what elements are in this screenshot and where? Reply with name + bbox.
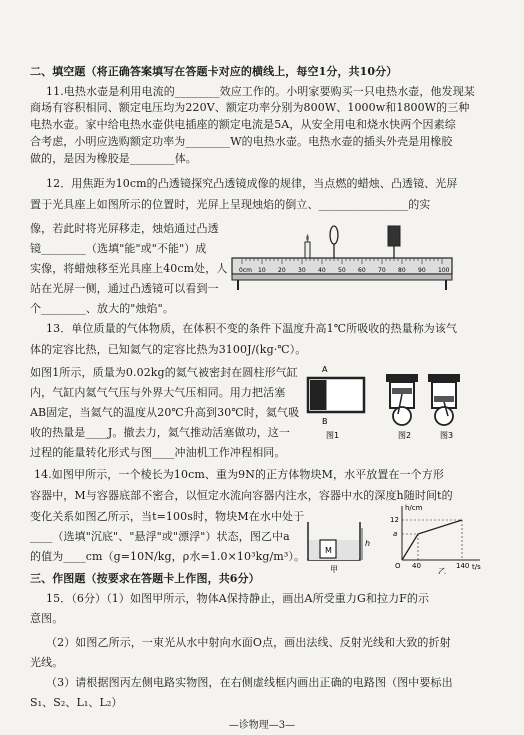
piston-ab (310, 380, 326, 410)
q11-line-1: 11.电热水壶是利用电流的________效应工作的。小明家要购买一只电热水壶，他发现某 (46, 85, 475, 98)
block-m-label: M (325, 546, 332, 555)
q13-line-5: AB固定，当氦气的温度从20℃升高到30℃时，氦气吸 (30, 406, 300, 419)
caption-jia: 甲 (330, 565, 338, 574)
q13-line-3: 如图1所示，质量为0.02kg的氦气被密封在圆柱形气缸 (30, 366, 298, 379)
convex-lens (330, 226, 338, 244)
q14-line-1: 14.如图甲所示，一个棱长为10cm、重为9N的正方体物块M，水平放置在一个方形 (34, 468, 444, 481)
q13-line-6: 收的热量是____J。撤去力，氦气推动活塞做功，这一 (30, 426, 291, 439)
q15-line-5: （3）请根据图丙左侧电路实物图，在右侧虚线框内画出正确的电路图（图中要标出 (46, 676, 453, 689)
graph-tick-40: 40 (412, 562, 421, 570)
engine-figures (298, 360, 478, 442)
flame-icon (306, 234, 309, 242)
engine-3-crank (435, 407, 453, 425)
section-fill-title: 二、填空题（将正确答案填写在答题卡对应的横线上，每空1分，共10分） (30, 65, 398, 78)
bench-tick-label: 50 (338, 267, 346, 274)
page-footer: —诊物理—3— (228, 720, 296, 731)
q13-line-7: 过程的能量转化形式与图____冲油机工作冲程相同。 (30, 446, 286, 459)
q12-line-1: 12．用焦距为10cm的凸透镜探究凸透镜成像的规律，当点燃的蜡烛、凸透镜、光屏 (46, 177, 458, 190)
graph-tick-140: 140 (456, 562, 470, 570)
bench-tick-label: 70 (378, 267, 386, 274)
bench-tick-label: 10 (258, 267, 266, 274)
q13-line-2: 体的定容比热，已知氦气的定容比热为3100J/(kg·℃）。 (30, 343, 307, 356)
q15-line-6: S₁、S₂、L₁、L₂） (30, 696, 123, 709)
engine-2-crank (393, 407, 411, 425)
label-b: B (322, 417, 328, 426)
caption-yi: 乙 (438, 567, 446, 574)
fig1-caption: 图1 (326, 431, 340, 440)
q14-line-3: 变化关系如图乙所示，当t=100s时，物块M在水中处于 (30, 510, 305, 523)
graph-tick-12: 12 (390, 516, 399, 524)
q12-line-4: 镜________（选填"能"或"不能"）成 (30, 242, 207, 255)
bench-tick-label: 0cm (239, 267, 252, 274)
q15-line-4: 光线。 (30, 656, 64, 669)
q13-line-1: 13．单位质量的气体物质，在体积不变的条件下温度升高1℃所吸收的热量称为该气 (46, 322, 458, 335)
container-and-graph-figure (300, 502, 490, 574)
q14-line-4: ____（选填"沉底"、"悬浮"或"漂浮"）状态，图乙中a (30, 530, 290, 543)
q12-line-5: 实像，将蜡烛移至光具座上40cm处，人 (30, 262, 228, 275)
candle (305, 242, 310, 258)
q12-line-3: 像，若此时将光屏移走，烛焰通过凸透 (30, 222, 219, 235)
fig3-caption: 图3 (440, 431, 454, 440)
bench-tick-label: 30 (298, 267, 306, 274)
bench-tick-label: 20 (278, 267, 286, 274)
q11-line-3: 电热水壶。家中给电热水壶供电插座的额定电流是5A，从安全用电和烧水快两个因素综 (30, 118, 456, 131)
q15-line-2: 意图。 (30, 612, 64, 625)
q12-line-6: 站在光屏一侧，通过凸透镜可以看到一 (30, 282, 219, 295)
light-screen (388, 226, 400, 246)
graph-x-label: t/s (472, 563, 481, 571)
bench-tick-label: 90 (418, 267, 426, 274)
q11-line-2: 商场有容积相同、额定电压均为220V、额定功率分别为800W、1000w和1800W的三种 (30, 101, 470, 114)
bench-tick-label: 40 (318, 267, 326, 274)
q15-line-1: 15．（6分）（1）如图甲所示，物体A保持静止，画出A所受重力G和拉力F的示 (46, 592, 430, 605)
q13-line-4: 内，气缸内氦气气压与外界大气压相同。用力把活塞 (30, 386, 286, 399)
label-a: A (322, 365, 328, 374)
optical-bench-figure (230, 222, 455, 294)
fig2-caption: 图2 (398, 431, 412, 440)
graph-y-label: h/cm (405, 504, 423, 512)
q12-line-7: 个________、放大的"烛焰"。 (30, 302, 174, 315)
q14-line-5: 的值为____cm（g=10N/kg，ρ水=1.0×10³kg/m³）。 (30, 550, 306, 563)
bench-base (232, 274, 452, 280)
svg-text:h: h (365, 539, 371, 548)
bench-tick-label: 60 (358, 267, 366, 274)
bench-tick-label: 100 (438, 267, 450, 274)
q11-line-5: 做的，是因为橡胶是________体。 (30, 152, 197, 165)
depth-time-line (402, 520, 462, 560)
graph-origin: O (395, 562, 401, 570)
bench-tick-label: 80 (398, 267, 406, 274)
graph-tick-a: a (393, 530, 398, 538)
q14-line-2: 容器中，M与容器底部不密合，以恒定水流向容器内注水，容器中水的深度h随时间t的 (30, 489, 453, 502)
q12-line-2: 置于光具座上如图所示的位置时，光屏上呈现烛焰的倒立、________________的实 (30, 198, 431, 211)
section-draw-title: 三、作图题（按要求在答题卡上作图，共6分） (30, 572, 260, 585)
q11-line-4: 合考虑，小明应选购额定功率为________W的电热水壶。电热水壶的插头外壳是用橡胶 (30, 135, 453, 148)
q15-line-3: （2）如图乙所示，一束光从水中射向水面O点，画出法线、反射光线和大致的折射 (46, 636, 451, 649)
